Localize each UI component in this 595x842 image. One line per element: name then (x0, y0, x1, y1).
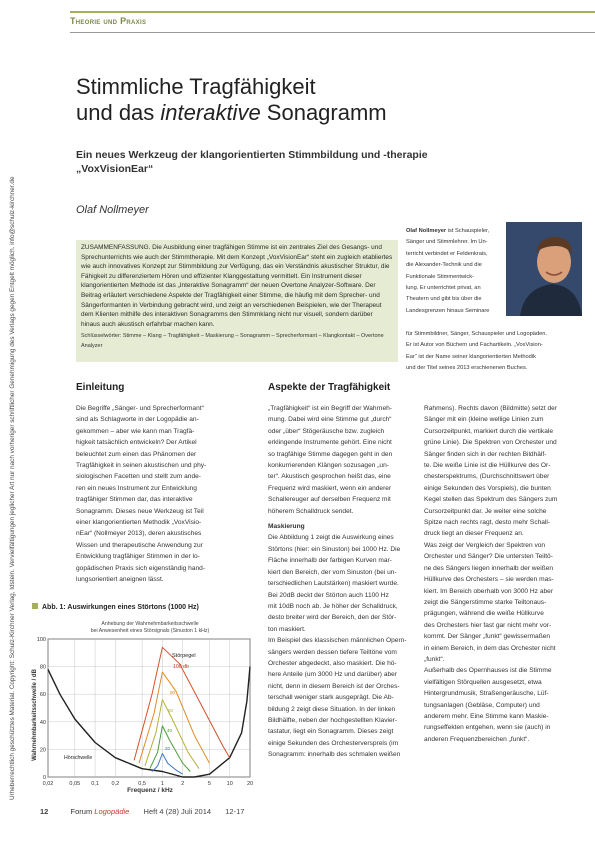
text-line: nEar“ (Nollmeyer 2013), deren akustisches (76, 530, 202, 538)
text-line: anderem mehr. Eine Stimme kann Maskie- (424, 712, 549, 720)
x-tick-label: 20 (246, 781, 254, 787)
text-line: kiert. Im Bereich oberhalb von 3000 Hz aber (424, 587, 554, 595)
text-line: höherem Schalldruck sendet. (268, 507, 354, 515)
text-line: sind als Schlagworte in der Logopädie an- (76, 416, 199, 424)
section-header (70, 10, 595, 33)
author-portrait-icon (506, 222, 582, 316)
bio-line: lung. Er unterrichtet privat, an (406, 285, 481, 292)
text-line: gekommen – aber wie kann man Tragfä- (76, 427, 195, 435)
heading-einleitung: Einleitung (76, 382, 125, 393)
author-bio-continued (406, 329, 586, 375)
bio-line: und der Titel seines 2013 erschienenen Buches. (406, 365, 528, 372)
subheading-maskierung: Maskierung (268, 523, 305, 531)
x-tick-label: 0,1 (91, 781, 99, 787)
chart-title-1: Anhebung der Wahrnehmbarkeitsschwelle (101, 621, 199, 627)
text-line: Sänger finden sich in der rechten Bildhälf- (424, 450, 547, 458)
text-line: Hüllkurve des Orchesters – sie werden mas- (424, 576, 554, 584)
text-line: tragfähiger Stimmen dar, das interaktive (76, 496, 193, 504)
caption-marker (32, 603, 38, 609)
text-line: erklingende Instrumente gehört. Eine nicht (268, 439, 392, 447)
text-line: mit 10dB noch ab. Je höher der Schalldruck, (268, 602, 398, 610)
x-tick-label: 0,5 (138, 781, 146, 787)
bio-line: Ear“ ist der Name seiner klangorientierten Methodik (406, 353, 536, 360)
text-line: oder „über“ Stögeräusche bzw. zugleich (268, 427, 385, 435)
bio-line: die Alexander-Technik und die (406, 262, 482, 269)
subtitle-line-2: „VoxVisionEar“ (76, 163, 154, 175)
text-line: Was zeigt der Vergleich der Spektren von (424, 541, 546, 549)
text-line: Sänger mit ein (kleine wellige Linien zum (424, 416, 544, 424)
copyright-rail (2, 40, 16, 820)
text-line: „Tragfähigkeit“ ist ein Begriff der Wahrneh- (268, 405, 392, 412)
issue-info: Heft 4 (28) Juli 2014 (143, 807, 212, 816)
author-name: Olaf Nollmeyer (76, 204, 149, 216)
text-line: Tragfähigkeit in seinen akustischen und phy- (76, 462, 207, 470)
text-line: lungsorientiert aneignen lässt. (76, 576, 164, 584)
masking-chart (30, 617, 255, 794)
text-line: Spitze nach rechts ragt, desto mehr Schall- (424, 519, 551, 527)
text-line: druck liegt an dieser Frequenz an. (424, 530, 524, 538)
text-line: grüne Linie). Die Spektren von Orchester und (424, 439, 557, 447)
y-tick-label: 0 (42, 775, 46, 781)
author-bio (406, 226, 506, 317)
summary-text: ZUSAMMENFASSUNG. Die Ausbildung einer tragfähigen Stimme ist ein zentrales Ziel des Gesangs- und Sprechunterrichts wie auch der Stimmtherapie. Mit dem Konzept „VoxVisionEar“ steht ein zugleich etabliertes wie auch innovatives Konzept zur Stimmbildung zur Verfügung, das ein Verständnis akustischer Struktur, die Fähigkeit zu differenziertem Hören und effizienter Klanggestaltung vermittelt. Ein Instrument dieser klangorientierten Methode ist das „Interaktive Sonagramm“ der neuen Overtone Analyzer-Software. Der Beitrag erläutert verschiedene Aspekte der Tragfähigkeit einer Stimme, die häufig mit dem Sprecher- und Sängerformanten in Verbindung gebracht wird, und zeigt an verschiedenen Beispielen, wie der Therapeut dem Klienten mithilfe des interaktiven Sonagramms den Stimmklang nicht nur visuell, sondern darüber hinaus auch akustisch erfahrbar machen kann. (81, 244, 393, 328)
page-range: 12-17 (225, 807, 245, 816)
heading-aspekte: Aspekte der Tragfähigkeit (268, 382, 391, 393)
text-line: te. Die weiße Linie ist die Hüllkurve des Or- (424, 462, 551, 470)
text-line: Hintergrundmusik, Straßengeräusche, Lüf- (424, 690, 549, 698)
summary-box (76, 240, 398, 362)
author-photo (506, 222, 582, 316)
bio-line: Sänger und Stimmlehrer. Im Un- (406, 239, 488, 246)
text-line: nicht, denn in diesem Bereich ist der Orches- (268, 682, 400, 690)
text-line: Orchester abgedeckt, also maskiert. Die hö- (268, 659, 397, 667)
text-line: higkeit tatsächlich entwickeln? Der Artikel (76, 439, 197, 447)
text-line: tungsanlagen (Gebläse, Computer) und (424, 701, 540, 709)
x-tick-label: 0,05 (69, 781, 81, 787)
x-tick-label: 0,2 (111, 781, 120, 787)
text-line: in einem Bereich, in dem das Orchester nicht (424, 644, 556, 652)
section-label: Theorie und Praxis (70, 16, 147, 26)
journal-forum: Forum (70, 807, 93, 816)
bio-line: terricht verbindet er Feldenkrais, (406, 250, 488, 257)
text-line: Frequenz wird maskiert, wenn ein anderer (268, 484, 392, 492)
text-line: anderen Frequenzbereichen „funkt“. (424, 735, 530, 743)
x-axis-label: Frequenz / kHz (127, 787, 173, 794)
text-line: Im Beispiel des klassischen männlichen Opern- (268, 637, 407, 645)
y-tick-label: 100 (36, 637, 46, 643)
text-line: Bei 20dB deckt der Störton auch 1100 Hz (268, 591, 389, 599)
x-tick-label: 2 (181, 781, 185, 787)
label-100db: 100 db (173, 664, 189, 670)
text-line: prägungen, während die weiße Hüllkurve (424, 610, 544, 618)
text-line: einige Sekunden des Orchesterversprels (im (268, 739, 399, 747)
chart-title-2: bei Anwesenheit eines Störsignals (Sinuston 1 kHz) (90, 628, 210, 634)
text-line: ton maskiert. (268, 625, 306, 633)
text-line: Sonagramm: innerhalb des schmalen weißen (268, 751, 401, 759)
text-line: ne des Sängers liegen innerhalb der weißen (424, 564, 554, 572)
text-line: Die Begriffe „Sänger- und Sprecherformant“ (76, 405, 204, 412)
text-line: Orchester und Sänger? Die untersten Teiltö- (424, 553, 553, 561)
text-line: so tragfähige Stimme dagegen geht in den (268, 450, 393, 458)
article-subtitle (76, 148, 456, 176)
subtitle-line-1: Ein neues Werkzeug der klangorientierten Stimmbildung und -therapie (76, 149, 428, 161)
column-2-text (268, 403, 420, 761)
y-axis-label: Wahrnehmbarkeitsschwelle / dB (32, 669, 38, 761)
page-footer (40, 807, 244, 816)
text-line: Störtons (hier: ein Sinuston) bei 1000 Hz. Die (268, 545, 401, 553)
text-line: Rahmens). Rechts davon (Bildmitte) setzt der (424, 405, 558, 412)
text-line: beleuchtet zum einen das Phänomen der (76, 450, 197, 458)
text-line: einige Sekunden des Vorspiels), die bunten (424, 484, 551, 492)
text-line: ter“. Akustisch gesprochen heißt das, eine (268, 473, 391, 481)
text-line: konkurrierenden Klängen sozusagen „un- (268, 462, 389, 470)
text-line: Kegel stellen das Spektrum des Sängers zum (424, 496, 558, 504)
text-line: siologischen Facetten und stellt zum ande- (76, 473, 201, 481)
page-number: 12 (40, 807, 49, 816)
bio-line (406, 226, 506, 237)
text-line: des Orchesters hier fast gar nicht mehr vor- (424, 621, 552, 629)
text-line: vielfältigen Störquellen ausgesetzt, etwa (424, 678, 542, 686)
text-line: chesterspektrums, (Durchschnittswert über (424, 473, 550, 481)
y-tick-label: 20 (39, 747, 46, 754)
figure-caption-text: Abb. 1: Auswirkungen eines Störtons (1000 Hz) (42, 604, 199, 611)
label-60: 60 (168, 708, 174, 713)
text-line: Wissen und therapeutische Anwendung zur (76, 541, 203, 549)
text-line: tastatur, liegt ein Sonagramm. Dieses zeigt (268, 728, 394, 736)
text-line: kiert den Bereich, der vom Sinuston (bei un- (268, 568, 397, 576)
text-line: desto breiter wird der Bereich, den der Stör- (268, 614, 397, 622)
bio-line: Theatern und gibt bis über die (406, 296, 482, 303)
text-line: kommt. Der Sänger „funkt“ gewissermaßen (424, 633, 551, 641)
bio-name: Olaf Nollmeyer (406, 228, 447, 234)
text-line: bildung 2 zeigt diese Situation. In der linken (268, 705, 396, 713)
text-line: einer klangorientierten Methodik „VoxVisio- (76, 519, 202, 527)
bio-line: Er ist Autor von Büchern und Fachartikeln. „VoxVision- (406, 342, 543, 349)
text-line: Entwicklung tragfähiger Stimmen in der lo- (76, 553, 200, 561)
y-tick-label: 40 (39, 719, 46, 726)
x-tick-label: 10 (226, 781, 233, 787)
text-line: Außerhalb des Opernhauses ist die Stimme (424, 667, 552, 675)
label-80: 80 (170, 690, 176, 695)
text-line: „funkt“. (424, 655, 445, 663)
title-line-1: Stimmliche Tragfähigkeit (76, 74, 316, 99)
text-line: sängers werden dessen tiefere Teiltöne vom (268, 648, 397, 656)
journal-logo: Logopädie (94, 807, 130, 816)
label-20: 20 (165, 746, 171, 751)
text-line: zeigt die Sängerstimme starke Teiltonaus- (424, 598, 547, 606)
text-line: Sonagramm. Dieses neue Werkzeug ist Teil (76, 507, 204, 515)
text-line: mung. Dabei wird eine Stimme gut „durch“ (268, 416, 392, 424)
column-3-text (424, 403, 585, 745)
bio-line: Landesgrenzen hinaus Seminare (406, 307, 490, 314)
text-line: rungseffekten entgehen, wenn sie (auch) in (424, 724, 551, 732)
figure-caption (32, 603, 199, 611)
text-line: Bildhälfte, neben der hochgestellten Klavier- (268, 716, 398, 724)
text-line: here Anteile (um 3000 Hz und darüber) aber (268, 671, 398, 679)
y-tick-label: 80 (39, 664, 46, 671)
title-italic: interaktive (160, 100, 261, 125)
label-40: 40 (167, 728, 173, 733)
text-line: Schallereuger auf derselben Frequenz mit (268, 496, 391, 504)
text-line: ren ein neues Instrument zur Entwicklung (76, 484, 197, 492)
text-line: gopädischen Praxis sich eigenständig hand- (76, 564, 206, 572)
bio-line: Funktionale Stimmentwick- (406, 273, 474, 280)
title-line-2 (76, 100, 476, 126)
copyright-notice: Urheberrechtlich geschütztes Material. Copyright: Schulz-Kirchner Verlag, Idstein. Vervielfältigungen jeglicher Art nur nach vorheriger schriftlicher Genehmigung des Verlags gegen Entgelt möglich. info@schulz-kirchner.de (9, 176, 16, 800)
label-hoerschwelle: Hörschwelle (64, 755, 93, 761)
x-tick-label: 0,02 (42, 781, 54, 787)
x-tick-label: 5 (207, 781, 211, 787)
x-tick-label: 1 (160, 781, 164, 787)
text-line: terschall weniger stark ausgeprägt. Die Ab- (268, 694, 394, 702)
title-prefix: und das (76, 100, 161, 125)
y-tick-label: 60 (39, 692, 46, 699)
text-line: terschiedlichen Lautstärken) maskiert wurde. (268, 580, 399, 588)
keywords: Schlüsselwörter: Stimme – Klang – Tragfähigkeit – Maskierung – Sonagramm – Sprecherformant – Klangkontakt – Overtone Analyzer (81, 333, 384, 349)
chart-background (30, 617, 255, 794)
bio-line-text: ist Schauspieler, (447, 228, 490, 234)
text-line: Fläche innerhalb der farbigen Kurven mar- (268, 557, 392, 565)
bio-line: für Stimmbildner, Sänger, Schauspieler und Logopäden. (406, 331, 548, 337)
title-suffix: Sonagramm (260, 100, 387, 125)
text-line: Cursorzeitpunkt dar. Je weiter eine solche (424, 507, 547, 515)
article-title (76, 74, 476, 126)
text-line: Cursorzeitpunkt, markiert durch die vertikale (424, 427, 553, 435)
column-1-text (76, 403, 250, 586)
text-line: Die Abbildung 1 zeigt die Auswirkung eines (268, 534, 394, 542)
label-stoerpegel: Störpegel (172, 653, 196, 659)
